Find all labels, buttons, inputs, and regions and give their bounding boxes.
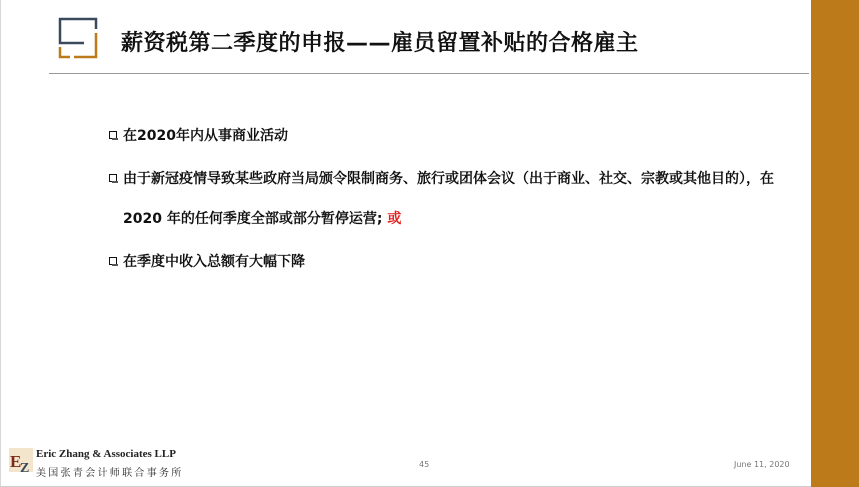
svg-text:Z: Z bbox=[20, 461, 30, 474]
ez-monogram-icon bbox=[7, 446, 35, 474]
bullet-text: 在2020年内从事商业活动 bbox=[123, 128, 288, 144]
bullet-item bbox=[109, 116, 799, 156]
checkbox-bullet-icon bbox=[109, 131, 117, 139]
bullet-item bbox=[109, 159, 799, 239]
bullet-list bbox=[109, 116, 799, 282]
checkbox-bullet-icon bbox=[109, 257, 117, 265]
bracket-logo-icon bbox=[56, 15, 102, 61]
svg-text:E: E bbox=[10, 452, 22, 471]
firm-name-chinese: 美国张青会计师联合事务所 bbox=[36, 468, 184, 479]
bullet-text: 由于新冠疫情导致某些政府当局颁令限制商务、旅行或团体会议（出于商业、社交、宗教或其他目的），在 2020 年的任何季度全部或部分暂停运营; bbox=[123, 171, 774, 227]
firm-name: Eric Zhang & Associates LLP bbox=[36, 448, 176, 460]
title-divider bbox=[49, 73, 809, 74]
slide-date: June 11, 2020 bbox=[734, 460, 790, 469]
accent-sidebar bbox=[811, 0, 859, 487]
bullet-text: 在季度中收入总额有大幅下降 bbox=[123, 254, 305, 270]
page-number: 45 bbox=[419, 460, 430, 469]
slide-title: 薪资税第二季度的申报——雇员留置补贴的合格雇主 bbox=[121, 31, 639, 56]
bullet-conjunction: 或 bbox=[387, 211, 402, 227]
bullet-item bbox=[109, 242, 799, 282]
checkbox-bullet-icon bbox=[109, 174, 117, 182]
